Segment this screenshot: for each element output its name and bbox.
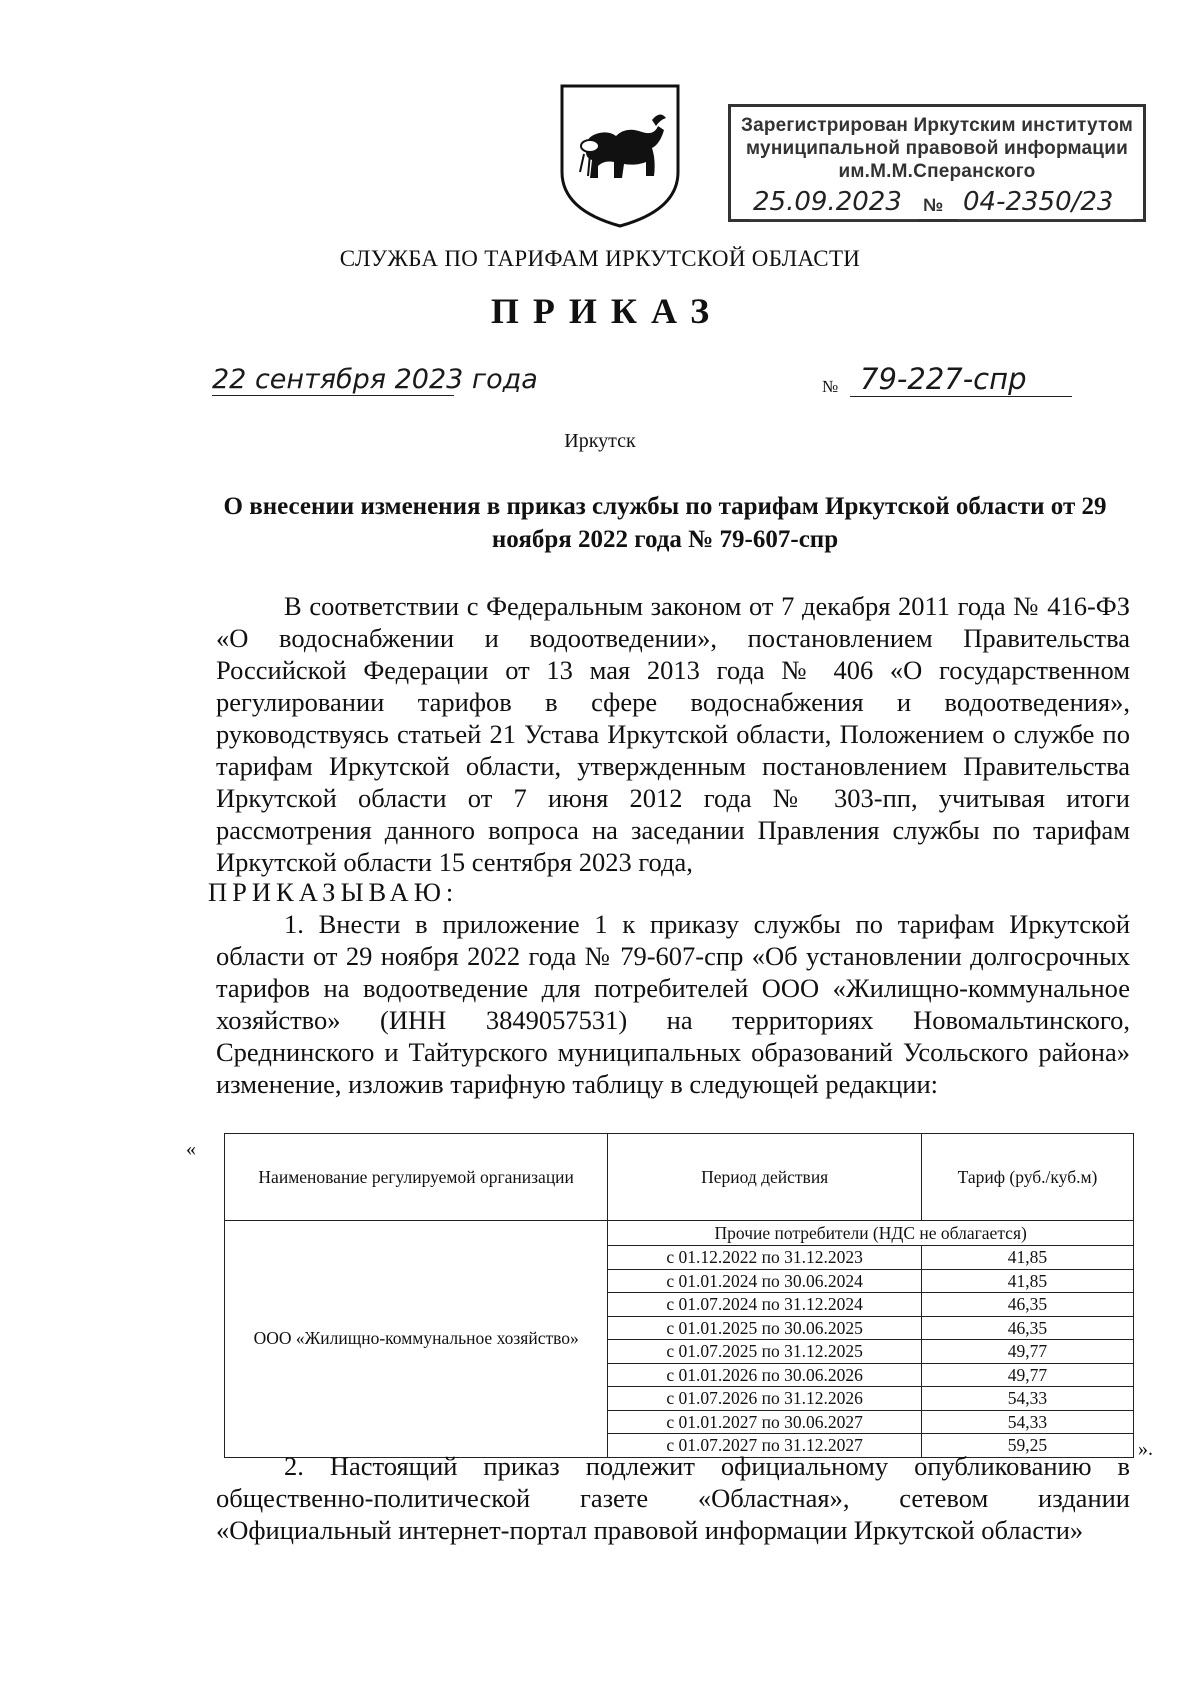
period-cell: с 01.07.2025 по 31.12.2025 — [608, 1340, 922, 1364]
stamp-number-label: № — [923, 195, 944, 215]
tariff-cell: 59,25 — [921, 1434, 1133, 1458]
consumer-group: Прочие потребители (НДС не облагается) — [608, 1221, 1134, 1246]
period-cell: с 01.01.2027 по 30.06.2027 — [608, 1410, 922, 1434]
tariff-cell: 54,33 — [921, 1410, 1133, 1434]
stamp-date-underline — [749, 219, 919, 220]
tariff-table — [224, 1133, 1134, 1458]
stamp-number-underline — [957, 219, 1133, 220]
quote-open: « — [186, 1138, 196, 1160]
tariff-cell: 49,77 — [921, 1363, 1133, 1387]
agency-name: СЛУЖБА ПО ТАРИФАМ ИРКУТСКОЙ ОБЛАСТИ — [339, 246, 861, 271]
tariff-cell: 41,85 — [921, 1246, 1133, 1270]
document-title: О внесении изменения в приказ службы по тарифам Иркутской области от 29 ноября 2022 года № 79-607-спр — [223, 493, 1107, 553]
document-date: 22 сентября 2023 года — [212, 364, 538, 395]
period-cell: с 01.07.2026 по 31.12.2026 — [608, 1387, 922, 1411]
city: Иркутск — [564, 430, 636, 452]
order-word: ПРИКАЗЫВАЮ: — [208, 877, 459, 907]
header-tariff: Тариф (руб./куб.м) — [921, 1134, 1133, 1221]
tariff-cell: 46,35 — [921, 1316, 1133, 1340]
tariff-cell: 54,33 — [921, 1387, 1133, 1411]
document-number: 79-227-спр — [850, 362, 1072, 397]
document-number-label: № — [822, 377, 839, 396]
period-cell: с 01.01.2025 по 30.06.2025 — [608, 1316, 922, 1340]
period-cell: с 01.07.2027 по 31.12.2027 — [608, 1434, 922, 1458]
stamp-number: 04-2350/23 — [963, 187, 1114, 217]
stamp-line-2: муниципальной правовой информации — [746, 138, 1128, 159]
tariff-cell: 41,85 — [921, 1269, 1133, 1293]
stamp-line-3: им.М.М.Сперанского — [838, 161, 1036, 182]
period-cell: с 01.07.2024 по 31.12.2024 — [608, 1293, 922, 1317]
preamble-paragraph: В соответствии с Федеральным законом от 7 декабря 2011 года № 416-ФЗ «О водоснабжении и водоотведении», постановлением Правительства Российской Федерации от 13 мая 2013 года № 406 «О государственном регулировании тарифов в сфере водоснабжения и водоотведения», руководствуясь статьей 21 Устава Иркутской области, Положением о службе по тарифам Иркутской области, утвержденным постановлением Правительства Иркутской области от 7 июня 2012 года № 303-пп, учитывая итоги рассмотрения данного вопроса на заседании Правления службы по тарифам Иркутской области 15 сентября 2023 года, — [216, 591, 1130, 877]
stamp-line-1: Зарегистрирован Иркутским институтом — [740, 115, 1134, 136]
clause-1-paragraph: 1. Внести в приложение 1 к приказу службы по тарифам Иркутской области от 29 ноября 2022 года № 79-607-спр «Об установлении долгосрочных тарифов на водоотведение для потребителей ООО «Жилищно-коммунальное хозяйство» (ИНН 3849057531) на территориях Новомальтинского, Среднинского и Тайтурского муниципальных образований Усольского района» изменение, изложив тарифную таблицу в следующей редакции: — [216, 909, 1130, 1099]
tariff-cell: 49,77 — [921, 1340, 1133, 1364]
stamp-date: 25.09.2023 — [753, 187, 902, 217]
document-type: ПРИКАЗ — [490, 291, 724, 331]
header-period: Период действия — [608, 1134, 922, 1221]
period-cell: с 01.01.2024 по 30.06.2024 — [608, 1269, 922, 1293]
tariff-cell: 46,35 — [921, 1293, 1133, 1317]
irkutsk-coat-of-arms-icon — [556, 80, 684, 230]
registration-stamp — [728, 104, 1146, 222]
period-cell: с 01.12.2022 по 31.12.2023 — [608, 1246, 922, 1270]
quote-close: ». — [1138, 1438, 1153, 1460]
period-cell: с 01.01.2026 по 30.06.2026 — [608, 1363, 922, 1387]
clause-2-paragraph: 2. Настоящий приказ подлежит официальному опубликованию в общественно-политической газете «Областная», сетевом издании «Официальный интернет-портал правовой информации Иркутской области» — [216, 1451, 1130, 1545]
header-org: Наименование регулируемой организации — [225, 1134, 608, 1221]
org-name-cell: ООО «Жилищно-коммунальное хозяйство» — [225, 1221, 608, 1458]
